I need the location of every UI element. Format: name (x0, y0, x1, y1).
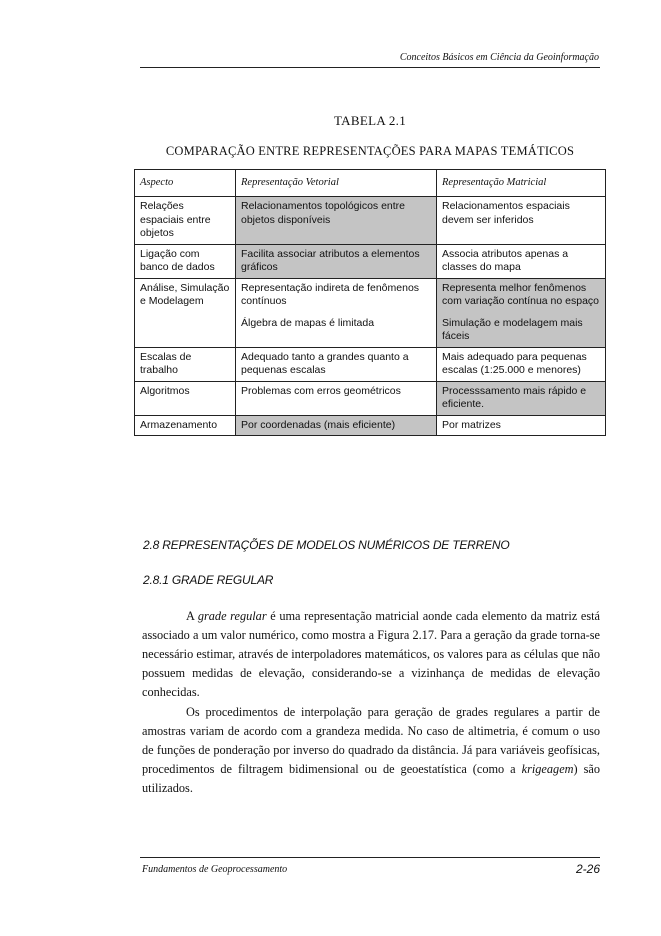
page-number: 2-26 (575, 862, 600, 876)
table-row (135, 197, 606, 245)
emphasis-term: krigeagem (521, 762, 574, 776)
footer-title: Fundamentos de Geoprocessamento (142, 864, 288, 875)
aspect-cell: Relações espaciais entre objetos (135, 197, 236, 245)
paragraph-2: Os procedimentos de interpolação para geração de grades regulares a partir de amostras variam de acordo com a grandeza medida. No caso de altimetria, é comum o uso de funções de ponderação por inverso do quadrado da distância. Já para variáveis geofísicas, procedimentos de filtragem bidimensional ou de geoestatística (como a krigeagem) são utilizados. (142, 705, 601, 795)
matricial-cell: Associa atributos apenas a classes do mapa (437, 244, 606, 278)
section-heading: 2.8 REPRESENTAÇÕES DE MODELOS NUMÉRICOS DE TERRENO (143, 538, 510, 552)
subsection-heading: 2.8.1 GRADE REGULAR (143, 573, 274, 587)
table-header-row (135, 170, 606, 197)
table-row (135, 244, 606, 278)
running-header: Conceitos Básicos em Ciência da Geoinformação (399, 52, 599, 63)
matricial-cell: Por matrizes (437, 415, 606, 436)
paragraph-1: A grade regular é uma representação matricial aonde cada elemento da matriz está associado a um valor numérico, como mostra a Figura 2.17. Para a geração da grade torna-se necessário estimar, através de interpoladores matemáticos, os valores para as células que não possuem medidas de elevação, considerando-se a vizinhança de medidas de elevação conhecidas. (142, 609, 600, 699)
table-row (135, 381, 606, 415)
aspect-cell: Análise, Simulação e Modelagem (135, 278, 236, 347)
table-row (135, 278, 606, 347)
table-row (135, 415, 606, 436)
matricial-cell: Processsamento mais rápido e eficiente. (437, 381, 606, 415)
table-title: COMPARAÇÃO ENTRE REPRESENTAÇÕES PARA MAPAS TEMÁTICOS (165, 144, 575, 158)
vetorial-cell: Representação indireta de fenômenos contínuos Álgebra de mapas é limitada (236, 278, 437, 347)
header-rule (140, 67, 600, 68)
emphasis-term: grade regular (197, 609, 267, 623)
column-header-aspecto: Aspecto (135, 170, 236, 197)
aspect-cell: Ligação com banco de dados (135, 244, 236, 278)
vetorial-cell: Facilita associar atributos a elementos gráficos (236, 244, 437, 278)
matricial-cell: Representa melhor fenômenos com variação contínua no espaço Simulação e modelagem mais fáceis (437, 278, 606, 347)
vetorial-cell: Adequado tanto a grandes quanto a pequenas escalas (236, 347, 437, 381)
aspect-cell: Armazenamento (135, 415, 236, 436)
column-header-vetorial: Representação Vetorial (236, 170, 437, 197)
table-row (135, 347, 606, 381)
vetorial-cell: Problemas com erros geométricos (236, 381, 437, 415)
vetorial-cell: Relacionamentos topológicos entre objetos disponíveis (236, 197, 437, 245)
aspect-cell: Algoritmos (135, 381, 236, 415)
table-number: TABELA 2.1 (333, 113, 406, 128)
comparison-table (134, 169, 606, 436)
vetorial-cell: Por coordenadas (mais eficiente) (236, 415, 437, 436)
column-header-matricial: Representação Matricial (437, 170, 606, 197)
aspect-cell: Escalas de trabalho (135, 347, 236, 381)
matricial-cell: Relacionamentos espaciais devem ser inferidos (437, 197, 606, 245)
footer-rule (140, 857, 600, 858)
matricial-cell: Mais adequado para pequenas escalas (1:25.000 e menores) (437, 347, 606, 381)
